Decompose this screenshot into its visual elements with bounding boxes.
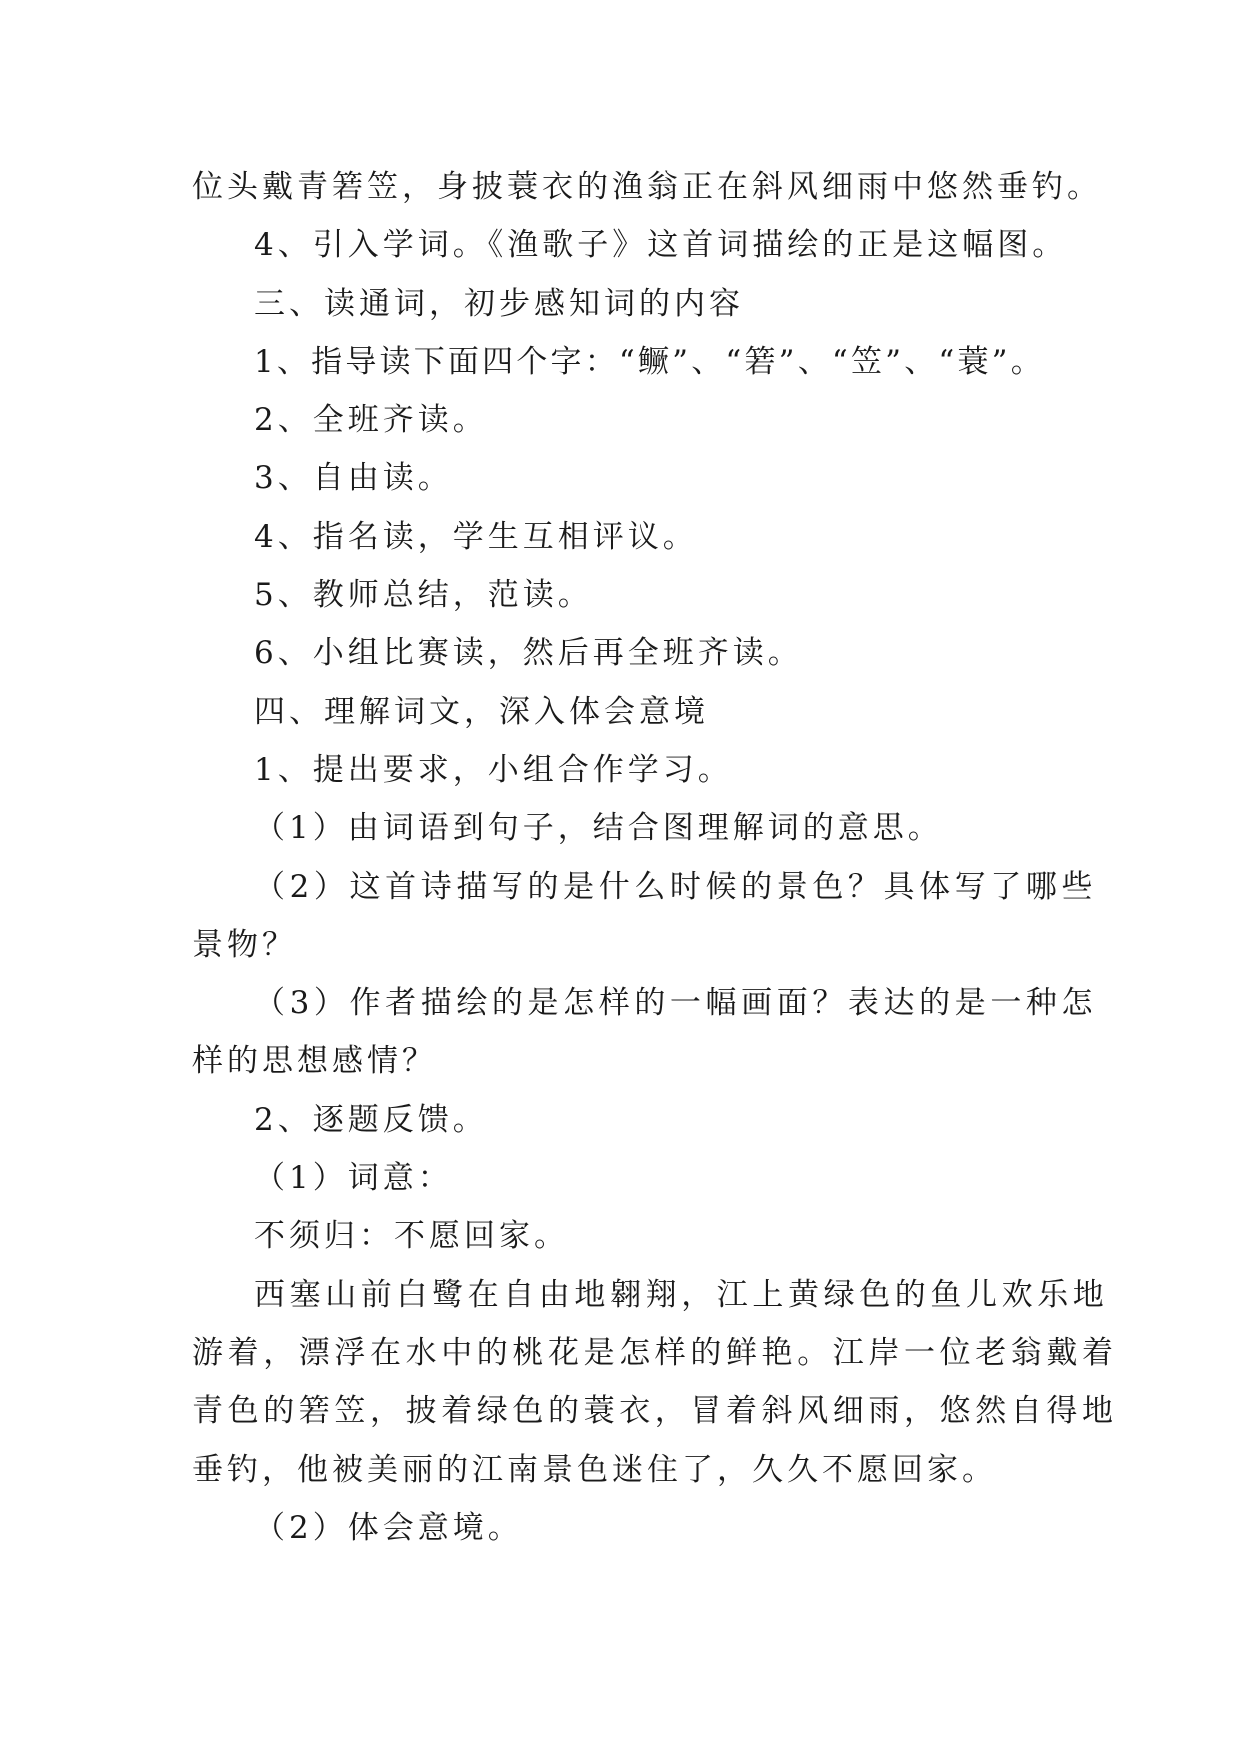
text-line: 游着，漂浮在水中的桃花是怎样的鲜艳。江岸一位老翁戴着 bbox=[192, 1334, 1118, 1371]
text-line: 2、全班齐读。 bbox=[254, 402, 488, 439]
text-line: 3、自由读。 bbox=[254, 460, 453, 497]
text-line: （3）作者描绘的是怎样的一幅画面？表达的是一种怎 bbox=[254, 985, 1098, 1022]
text-line: 青色的箬笠，披着绿色的蓑衣，冒着斜风细雨，悠然自得地 bbox=[192, 1393, 1118, 1430]
paragraph bbox=[192, 974, 1098, 1091]
paragraph bbox=[192, 741, 1062, 799]
document-body bbox=[192, 158, 1118, 1557]
text-line: （2）这首诗描写的是什么时候的景色？具体写了哪些 bbox=[254, 868, 1098, 905]
text-line: 样的思想感情？ bbox=[192, 1043, 437, 1080]
text-line: （1）词意： bbox=[254, 1160, 453, 1197]
paragraph bbox=[192, 566, 1062, 624]
paragraph bbox=[192, 449, 1062, 507]
text-line: 1、提出要求，小组合作学习。 bbox=[254, 751, 733, 788]
paragraph bbox=[192, 858, 1098, 975]
text-line: 1、指导读下面四个字：“鳜”、“箬”、“笠”、“蓑”。 bbox=[254, 343, 1045, 380]
section-heading bbox=[192, 683, 1062, 741]
paragraph bbox=[192, 391, 1062, 449]
text-line: 6、小组比赛读，然后再全班齐读。 bbox=[254, 635, 803, 672]
paragraph bbox=[192, 508, 1062, 566]
text-line: 4、指名读，学生互相评议。 bbox=[254, 518, 698, 555]
text-line: 三、读通词，初步感知词的内容 bbox=[254, 285, 744, 322]
text-line: 西塞山前白鹭在自由地翱翔，江上黄绿色的鱼儿欢乐地 bbox=[254, 1276, 1109, 1313]
section-heading bbox=[192, 275, 1062, 333]
paragraph bbox=[192, 216, 1068, 274]
paragraph bbox=[192, 1149, 1062, 1207]
text-line: 2、逐题反馈。 bbox=[254, 1101, 488, 1138]
text-line: 景物？ bbox=[192, 926, 297, 963]
text-line: 5、教师总结，范读。 bbox=[254, 577, 593, 614]
paragraph bbox=[192, 799, 1062, 857]
paragraph bbox=[192, 333, 1062, 391]
paragraph bbox=[192, 1266, 1118, 1499]
text-line: 位头戴青箬笠，身披蓑衣的渔翁正在斜风细雨中悠然垂钓。 bbox=[192, 169, 1102, 205]
text-line: 垂钓，他被美丽的江南景色迷住了，久久不愿回家。 bbox=[192, 1451, 997, 1488]
text-line: （2）体会意境。 bbox=[254, 1509, 523, 1546]
paragraph bbox=[192, 158, 1102, 216]
text-line: 四、理解词文，深入体会意境 bbox=[254, 693, 709, 730]
paragraph bbox=[192, 1091, 1062, 1149]
paragraph bbox=[192, 624, 1062, 682]
paragraph bbox=[192, 1499, 1062, 1557]
text-line: （1）由词语到句子，结合图理解词的意思。 bbox=[254, 810, 943, 847]
text-line: 不须归：不愿回家。 bbox=[254, 1218, 569, 1255]
paragraph bbox=[192, 1207, 1062, 1265]
text-line: 4、引入学词。《渔歌子》这首词描绘的正是这幅图。 bbox=[254, 227, 1068, 264]
